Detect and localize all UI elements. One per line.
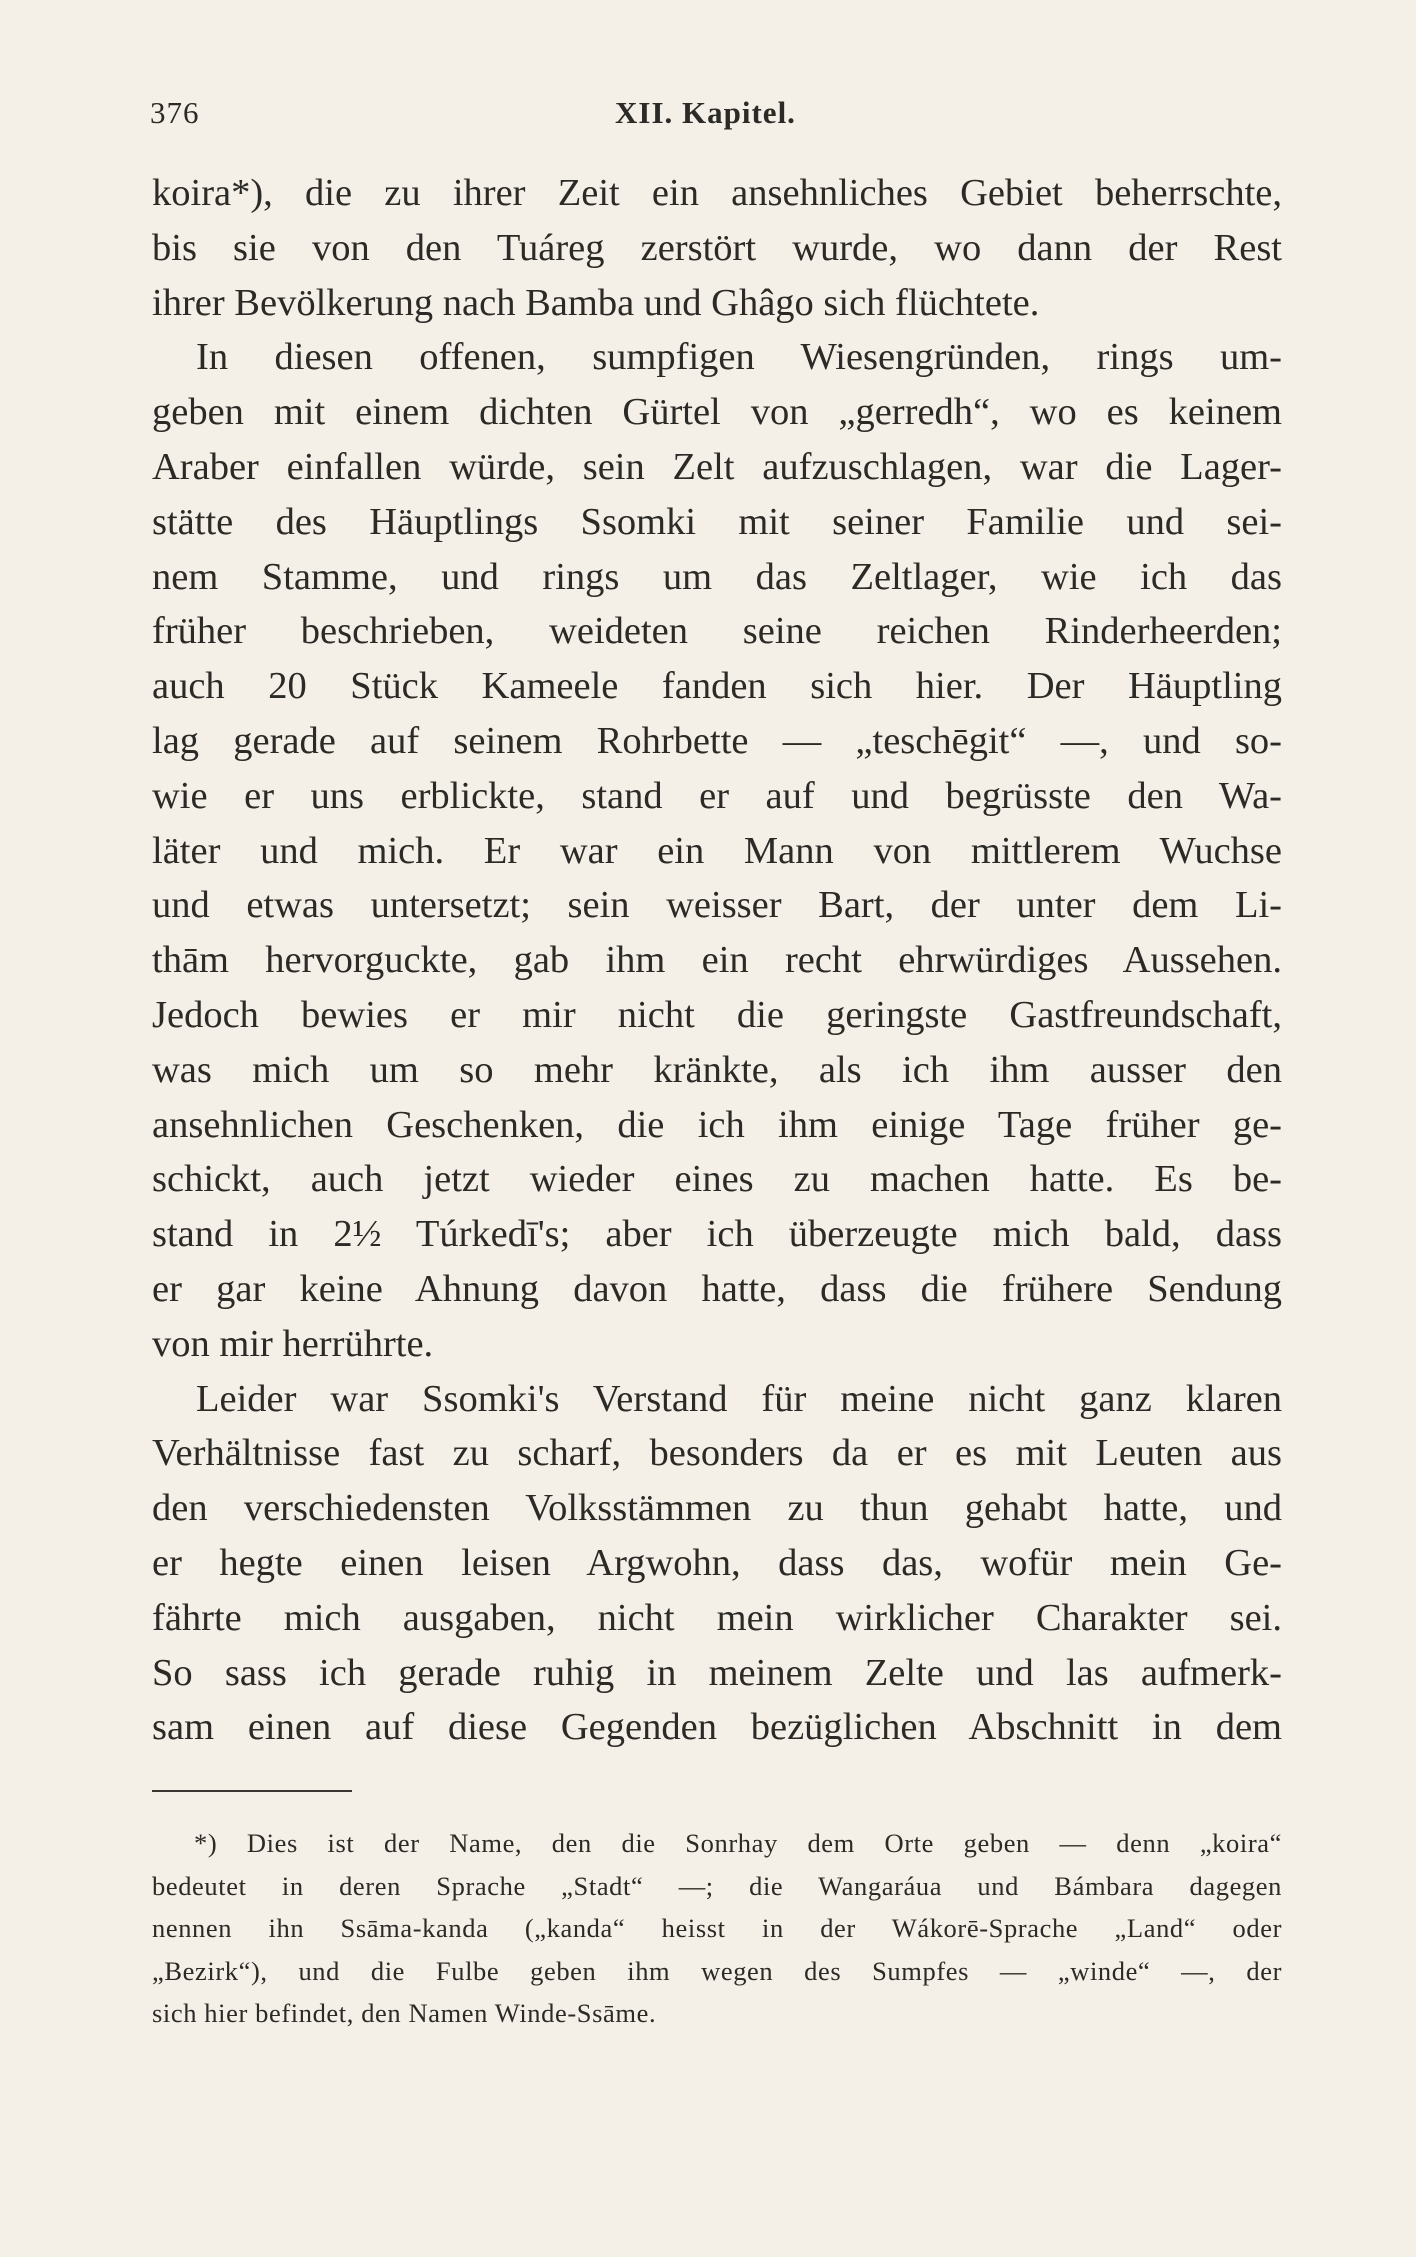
text-line: von mir herrührte. [152,1322,434,1365]
text-line: So sass ich gerade ruhig in meinem Zelte und las aufmerk- [152,1651,1282,1694]
text-line: thām hervorguckte, gab ihm ein recht ehrwürdiges Aussehen. [152,939,1282,982]
text-line: wie er uns erblickte, stand er auf und begrüsste den Wa- [152,774,1282,817]
text-line: bis sie von den Tuáreg zerstört wurde, wo dann der Rest [152,226,1282,269]
text-line: ihrer Bevölkerung nach Bamba und Ghâgo sich flüchtete. [152,281,1040,324]
text-line: geben mit einem dichten Gürtel von „gerredh“, wo es keinem [152,391,1282,434]
text-line: Araber einfallen würde, sein Zelt aufzuschlagen, war die Lager- [152,445,1282,488]
paragraph [152,1372,1282,1756]
footnote [152,1822,1282,2035]
footnote-line: „Bezirk“), und die Fulbe geben ihm wegen des Sumpfes — „winde“ —, der [152,1955,1282,1986]
body-text [152,166,1282,1755]
text-line: sam einen auf diese Gegenden bezüglichen Abschnitt in dem [152,1706,1282,1749]
text-line: koira*), die zu ihrer Zeit ein ansehnliches Gebiet beherrschte, [152,172,1282,214]
chapter-title: XII. Kapitel. [615,95,796,130]
text-line: früher beschrieben, weideten seine reichen Rinderheerden; [152,610,1282,653]
paragraph [152,330,1282,1371]
text-line: nem Stamme, und rings um das Zeltlager, wie ich das [152,555,1282,598]
text-line: und etwas untersetzt; sein weisser Bart, der unter dem Li- [152,884,1282,927]
footnote-divider [152,1790,352,1792]
text-line: In diesen offenen, sumpfigen Wiesengründen, rings um- [196,336,1282,379]
text-line: ansehnlichen Geschenken, die ich ihm einige Tage früher ge- [152,1103,1282,1146]
text-line: stätte des Häuptlings Ssomki mit seiner Familie und sei- [152,500,1282,543]
footnote-line: bedeutet in deren Sprache „Stadt“ —; die Wangaráua und Bámbara dagegen [152,1870,1282,1901]
text-line: fährte mich ausgaben, nicht mein wirklicher Charakter sei. [152,1596,1282,1639]
text-line: was mich um so mehr kränkte, als ich ihm ausser den [152,1048,1282,1091]
running-head [150,95,1280,135]
text-line: stand in 2½ Túrkedī's; aber ich überzeugte mich bald, dass [152,1213,1282,1256]
page-number: 376 [150,95,200,130]
text-line: den verschiedensten Volksstämmen zu thun gehabt hatte, und [152,1487,1282,1530]
text-line: lag gerade auf seinem Rohrbette — „teschēgit“ —, und so- [152,719,1282,762]
text-line: schickt, auch jetzt wieder eines zu machen hatte. Es be- [152,1158,1282,1201]
text-line: läter und mich. Er war ein Mann von mittlerem Wuchse [152,829,1282,872]
footnote-line: sich hier befindet, den Namen Winde-Ssāme. [152,1998,657,2028]
text-line: Leider war Ssomki's Verstand für meine nicht ganz klaren [196,1377,1282,1420]
paragraph [152,166,1282,330]
footnote-line: nennen ihn Ssāma-kanda („kanda“ heisst in der Wákorē-Sprache „Land“ oder [152,1913,1282,1943]
footnote-line: *) Dies ist der Name, den die Sonrhay dem Orte geben — denn „koira“ [194,1828,1282,1858]
text-line: Verhältnisse fast zu scharf, besonders da er es mit Leuten aus [152,1432,1282,1475]
text-line: er hegte einen leisen Argwohn, dass das, wofür mein Ge- [152,1541,1282,1584]
text-line: er gar keine Ahnung davon hatte, dass die frühere Sendung [152,1267,1282,1310]
text-line: auch 20 Stück Kameele fanden sich hier. Der Häuptling [152,665,1282,708]
text-line: Jedoch bewies er mir nicht die geringste Gastfreundschaft, [152,993,1282,1036]
